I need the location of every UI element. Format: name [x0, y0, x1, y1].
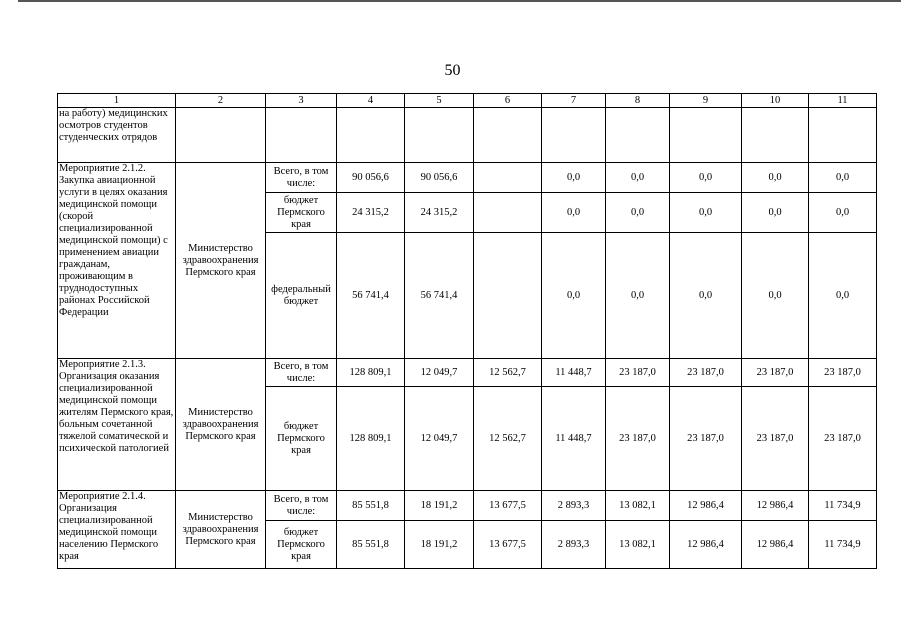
header-cell: 9: [670, 94, 742, 108]
value-cell: 0,0: [542, 163, 606, 193]
value-cell: 11 734,9: [809, 521, 877, 569]
funding-source: Всего, в том числе:: [266, 491, 337, 521]
funding-source: бюджет Пермского края: [266, 387, 337, 491]
value-cell: 11 448,7: [542, 359, 606, 387]
value-cell: 12 049,7: [405, 359, 474, 387]
funding-source: федеральный бюджет: [266, 233, 337, 359]
responsible-executor: Министерство здравоохранения Пермского края: [176, 163, 266, 359]
header-cell: 8: [606, 94, 670, 108]
table-row: [58, 491, 877, 521]
empty-cell: [606, 108, 670, 163]
value-cell: 23 187,0: [742, 387, 809, 491]
value-cell: 0,0: [606, 233, 670, 359]
header-cell: 6: [474, 94, 542, 108]
value-cell: 23 187,0: [742, 359, 809, 387]
funding-source: Всего, в том числе:: [266, 359, 337, 387]
value-cell: 23 187,0: [809, 359, 877, 387]
value-cell: 23 187,0: [670, 359, 742, 387]
header-cell: 7: [542, 94, 606, 108]
empty-cell: [337, 108, 405, 163]
activity-name: Мероприятие 2.1.2. Закупка авиационной услуги в целях оказания медицинской помощи (скорой специализированной медицинской помощи) с применением авиации гражданам, проживающим в труднодоступных районах Российской Федерации: [58, 163, 176, 359]
funding-source: бюджет Пермского края: [266, 521, 337, 569]
empty-cell: [670, 108, 742, 163]
value-cell: 0,0: [742, 193, 809, 233]
responsible-executor: Министерство здравоохранения Пермского края: [176, 491, 266, 569]
header-cell: 4: [337, 94, 405, 108]
program-table: [57, 93, 877, 569]
value-cell: 0,0: [742, 233, 809, 359]
activity-name: Мероприятие 2.1.3. Организация оказания специализированной медицинской помощи жителям Пермского края, больным сочетанной тяжелой соматической и психической патологией: [58, 359, 176, 491]
value-cell: 85 551,8: [337, 521, 405, 569]
header-cell: 1: [58, 94, 176, 108]
table-row: [58, 359, 877, 387]
value-cell: 0,0: [742, 163, 809, 193]
empty-cell: [742, 108, 809, 163]
header-cell: 10: [742, 94, 809, 108]
value-cell: [474, 193, 542, 233]
empty-cell: [542, 108, 606, 163]
header-cell: 5: [405, 94, 474, 108]
empty-cell: [809, 108, 877, 163]
activity-name: на работу) медицинских осмотров студентов студенческих отрядов: [58, 108, 176, 163]
value-cell: 0,0: [542, 193, 606, 233]
value-cell: 0,0: [809, 233, 877, 359]
value-cell: 11 448,7: [542, 387, 606, 491]
value-cell: 56 741,4: [337, 233, 405, 359]
value-cell: 0,0: [809, 193, 877, 233]
page-number: 50: [444, 62, 461, 79]
value-cell: 0,0: [542, 233, 606, 359]
value-cell: 90 056,6: [337, 163, 405, 193]
value-cell: 0,0: [809, 163, 877, 193]
value-cell: 12 562,7: [474, 387, 542, 491]
page-top-edge: [18, 0, 901, 2]
value-cell: 12 562,7: [474, 359, 542, 387]
value-cell: 12 986,4: [670, 491, 742, 521]
value-cell: 12 986,4: [670, 521, 742, 569]
table-row: [58, 163, 877, 193]
value-cell: 0,0: [670, 233, 742, 359]
value-cell: 90 056,6: [405, 163, 474, 193]
value-cell: 128 809,1: [337, 359, 405, 387]
value-cell: 12 049,7: [405, 387, 474, 491]
funding-source: бюджет Пермского края: [266, 193, 337, 233]
value-cell: 0,0: [670, 163, 742, 193]
value-cell: 24 315,2: [405, 193, 474, 233]
value-cell: 12 986,4: [742, 521, 809, 569]
value-cell: 24 315,2: [337, 193, 405, 233]
value-cell: [474, 233, 542, 359]
value-cell: 0,0: [670, 193, 742, 233]
value-cell: 12 986,4: [742, 491, 809, 521]
value-cell: 23 187,0: [809, 387, 877, 491]
value-cell: 23 187,0: [606, 387, 670, 491]
value-cell: 11 734,9: [809, 491, 877, 521]
empty-cell: [474, 108, 542, 163]
header-row: [58, 94, 877, 108]
value-cell: 2 893,3: [542, 521, 606, 569]
funding-source: Всего, в том числе:: [266, 163, 337, 193]
value-cell: 23 187,0: [606, 359, 670, 387]
header-cell: 11: [809, 94, 877, 108]
empty-cell: [176, 108, 266, 163]
value-cell: 23 187,0: [670, 387, 742, 491]
value-cell: 2 893,3: [542, 491, 606, 521]
value-cell: 18 191,2: [405, 521, 474, 569]
responsible-executor: Министерство здравоохранения Пермского края: [176, 359, 266, 491]
value-cell: 13 677,5: [474, 521, 542, 569]
empty-cell: [266, 108, 337, 163]
header-cell: 2: [176, 94, 266, 108]
activity-name: Мероприятие 2.1.4. Организация специализированной медицинской помощи населению Пермского края: [58, 491, 176, 569]
value-cell: 13 677,5: [474, 491, 542, 521]
value-cell: 56 741,4: [405, 233, 474, 359]
value-cell: 85 551,8: [337, 491, 405, 521]
value-cell: 0,0: [606, 163, 670, 193]
value-cell: 13 082,1: [606, 491, 670, 521]
value-cell: 13 082,1: [606, 521, 670, 569]
value-cell: 128 809,1: [337, 387, 405, 491]
header-cell: 3: [266, 94, 337, 108]
value-cell: 18 191,2: [405, 491, 474, 521]
empty-cell: [405, 108, 474, 163]
table-row: [58, 108, 877, 163]
value-cell: 0,0: [606, 193, 670, 233]
value-cell: [474, 163, 542, 193]
